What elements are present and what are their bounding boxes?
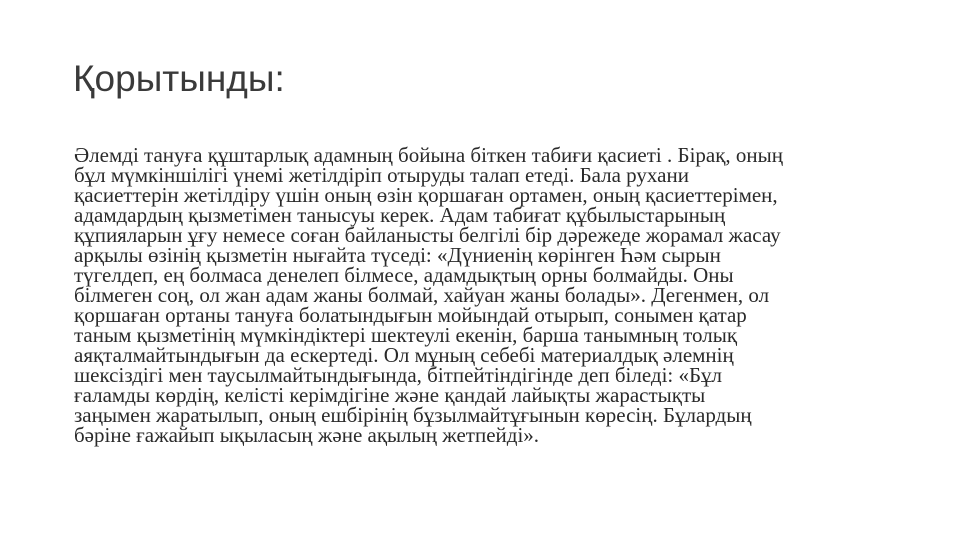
body-line: түгелдеп, ең болмаса денелеп білмесе, адамдықтың орны болмайды. Оны xyxy=(74,263,734,287)
slide-title: Қорытынды: xyxy=(73,58,285,99)
body-line: қоршаған ортаны тануға болатындығын мойындай отырып, сонымен қатар xyxy=(74,303,747,327)
body-line: бәріне ғажайып ықыласың және ақылың жетпейді». xyxy=(74,423,540,447)
body-line: құпияларын ұғу немесе соған байланысты белгілі бір дәрежеде жорамал жасау xyxy=(74,223,781,247)
body-line: заңымен жаратылып, оның ешбірінің бұзылмайтұғынын көресің. Бұлардың xyxy=(74,403,752,427)
body-line: арқылы өзінің қызметін нығайта түседі: «Дүниенің көрінген Һәм сырын xyxy=(74,243,721,267)
body-line: бұл мүмкіншілігі үнемі жетілдіріп отыруды талап етеді. Бала рухани xyxy=(74,163,689,187)
body-line: қасиеттерін жетілдіру үшін оның өзін қоршаған ортамен, оның қасиеттерімен, xyxy=(74,183,778,207)
slide-body xyxy=(74,145,894,445)
body-line: шексіздігі мен таусылмайтындығында, бітпейтіндігінде деп біледі: «Бұл xyxy=(74,363,723,387)
body-line: ғаламды көрдің, келісті керімдігіне және қандай лайықты жарастықты xyxy=(74,383,706,407)
body-line: таным қызметінің мүмкіндіктері шектеулі екенін, барша танымның толық xyxy=(74,323,738,347)
body-line: аяқталмайтындығын да ескертеді. Ол мұның себебі материалдық әлемнің xyxy=(74,343,734,367)
body-line: білмеген соң, ол жан адам жаны болмай, хайуан жаны болады». Дегенмен, ол xyxy=(74,283,770,307)
body-line: Әлемді тануға құштарлық адамның бойына біткен табиғи қасиеті . Бірақ, оның xyxy=(74,143,784,167)
body-line: адамдардың қызметімен танысуы керек. Адам табиғат құбылыстарының xyxy=(74,203,726,227)
